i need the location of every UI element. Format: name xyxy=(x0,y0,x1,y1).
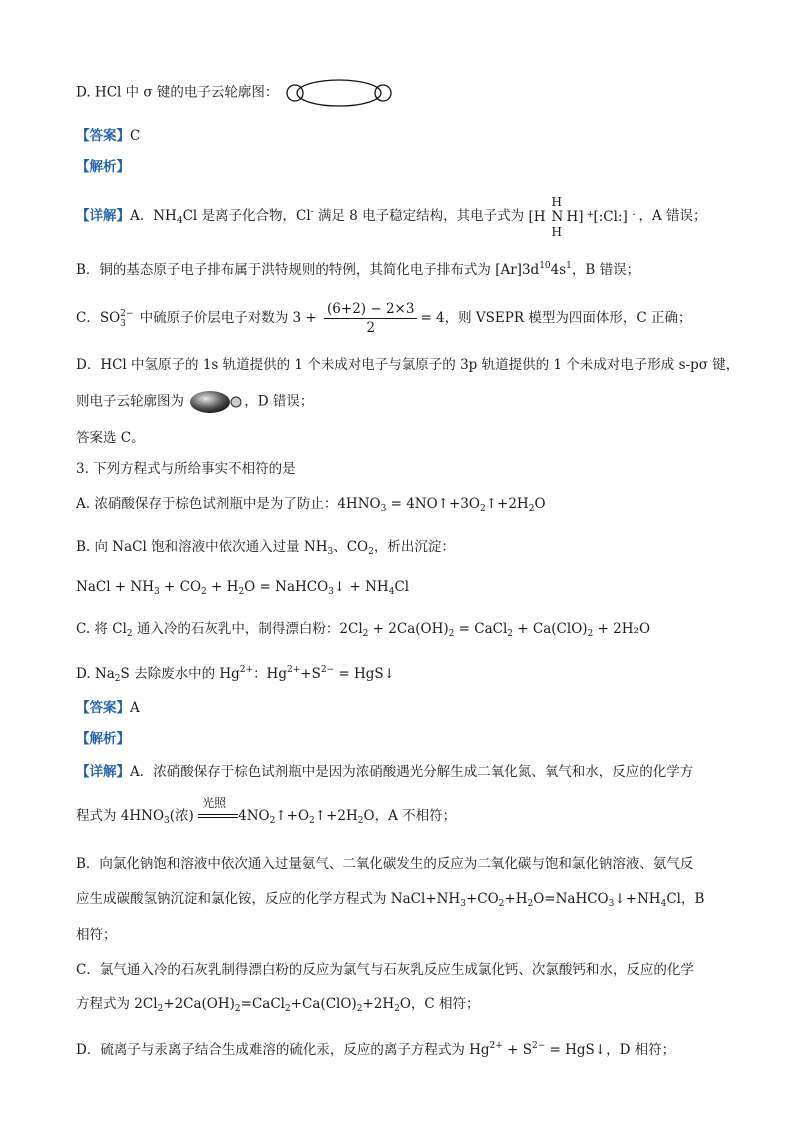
q2-explain-d-line2: 则电子云轮廓图为 ，D 错误； xyxy=(76,389,313,415)
q3-explain-b-line3: 相符； xyxy=(76,927,117,943)
q3-explain-a-line1: 【详解】A．浓硝酸保存于棕色试剂瓶中是因为浓硝酸遇光分解生成二氧化氮、氧气和水，反应的化学方 xyxy=(76,764,694,780)
q2-explain-b: B．铜的基态原子电子排布属于洪特规则的特例，其简化电子排布式为 $[Ar]3d^{10}4s^1$，B 错误； xyxy=(76,261,641,278)
q3-explain-c-line2: 方程式为 $2Cl_2+2Ca(OH)_2=CaCl_2+Ca(ClO)_2+2H_2O$，C 相符； xyxy=(76,996,480,1014)
q3-explain-b-line1: B．向氯化钠饱和溶液中依次通入过量氨气、二氧化碳发生的反应为二氧化碳与饱和氯化钠溶液、氨气反 xyxy=(76,856,694,872)
q3-explain-d: D．硫离子与汞离子结合生成难溶的硫化汞，反应的离子方程式为 $Hg^{2+} + S^{2-}$ = HgS↓，D 相符； xyxy=(76,1041,676,1058)
q3-explain-c-line1: C．氯气通入冷的石灰乳制得漂白粉的反应为氯气与石灰乳反应生成氯化钙、次氯酸钙和水，反应的化学 xyxy=(76,962,694,978)
q3-option-b: B. 向 NaCl 饱和溶液中依次通入过量 $NH_3$、$CO_2$，析出沉淀： xyxy=(76,539,455,557)
q2-option-d: D. HCl 中 σ 键的电子云轮廓图： xyxy=(76,78,395,108)
q2-explain-c: C．SO 2− 3 中硫原子价层电子对数为 3 + $\frac{(6+2) - 2\times 3}{2}$ = 4，则 VSEPR 模型为四面体形，C 正确； xyxy=(76,301,692,336)
q2-conclusion: 答案选 C。 xyxy=(76,430,145,446)
q2-explain-a: 【详解】A．$NH_4Cl$ 是离子化合物，Cl- 满足 8 电子稳定结构，其电子式为 [H H N H H] + [:Cl:] - ，A 错误； xyxy=(76,194,707,239)
q3-option-b-equation: NaCl + $NH_3 + CO_2 + H_2O$ = NaHCO$_3$↓ + $NH_4Cl$ xyxy=(76,579,410,597)
q3-analysis-heading: 【解析】 xyxy=(76,731,130,747)
light-condition-arrow: 光照 xyxy=(198,807,238,827)
valence-pair-fraction: $\frac{(6+2) - 2\times 3}{2}$ xyxy=(324,300,417,337)
q3-option-d: D. $Na_2S$ 去除废水中的 $Hg^{2+}$：$Hg^{2+}+S^{2-}$ = HgS↓ xyxy=(76,665,395,684)
q3-answer: 【答案】A xyxy=(76,700,140,716)
q3-stem: 3. 下列方程式与所给事实不相符的是 xyxy=(76,461,296,477)
s-p-sigma-orbital-figure xyxy=(188,389,244,415)
sigma-bond-orbital-figure xyxy=(283,78,395,108)
q3-explain-a-line2: 程式为 $4HNO_3$(浓) 光照 $4NO_2↑+O_2↑+2H_2O$，A 不相符； xyxy=(76,795,457,826)
q3-explain-b-line2: 应生成碳酸氢钠沉淀和氯化铵，反应的化学方程式为 $NaCl+NH_3+CO_2+H_2O=NaHCO_3↓+NH_4Cl$，B xyxy=(76,891,705,909)
q2-analysis-heading: 【解析】 xyxy=(76,159,130,175)
q3-option-c: C. 将 $Cl_2$ 通入冷的石灰乳中，制得漂白粉：$2Cl_2 + 2Ca(OH)_2$ = CaCl$_2$ + $Ca(ClO)_2 + 2H_2O$ xyxy=(76,621,651,639)
q3-option-a: A. 浓硝酸保存于棕色试剂瓶中是为了防止：$4HNO_3$ = $4NO↑+3O_2↑+2H_2O$ xyxy=(76,496,546,514)
q2-answer: 【答案】C xyxy=(76,128,141,144)
nh4cl-electron-formula: [H H N H H] + [:Cl:] - xyxy=(528,194,636,239)
q2-explain-d-line1: D．HCl 中氢原子的 1s 轨道提供的 1 个未成对电子与氯原子的 3p 轨道提供的 1 个未成对电子形成 s-pσ 键， xyxy=(76,357,740,373)
